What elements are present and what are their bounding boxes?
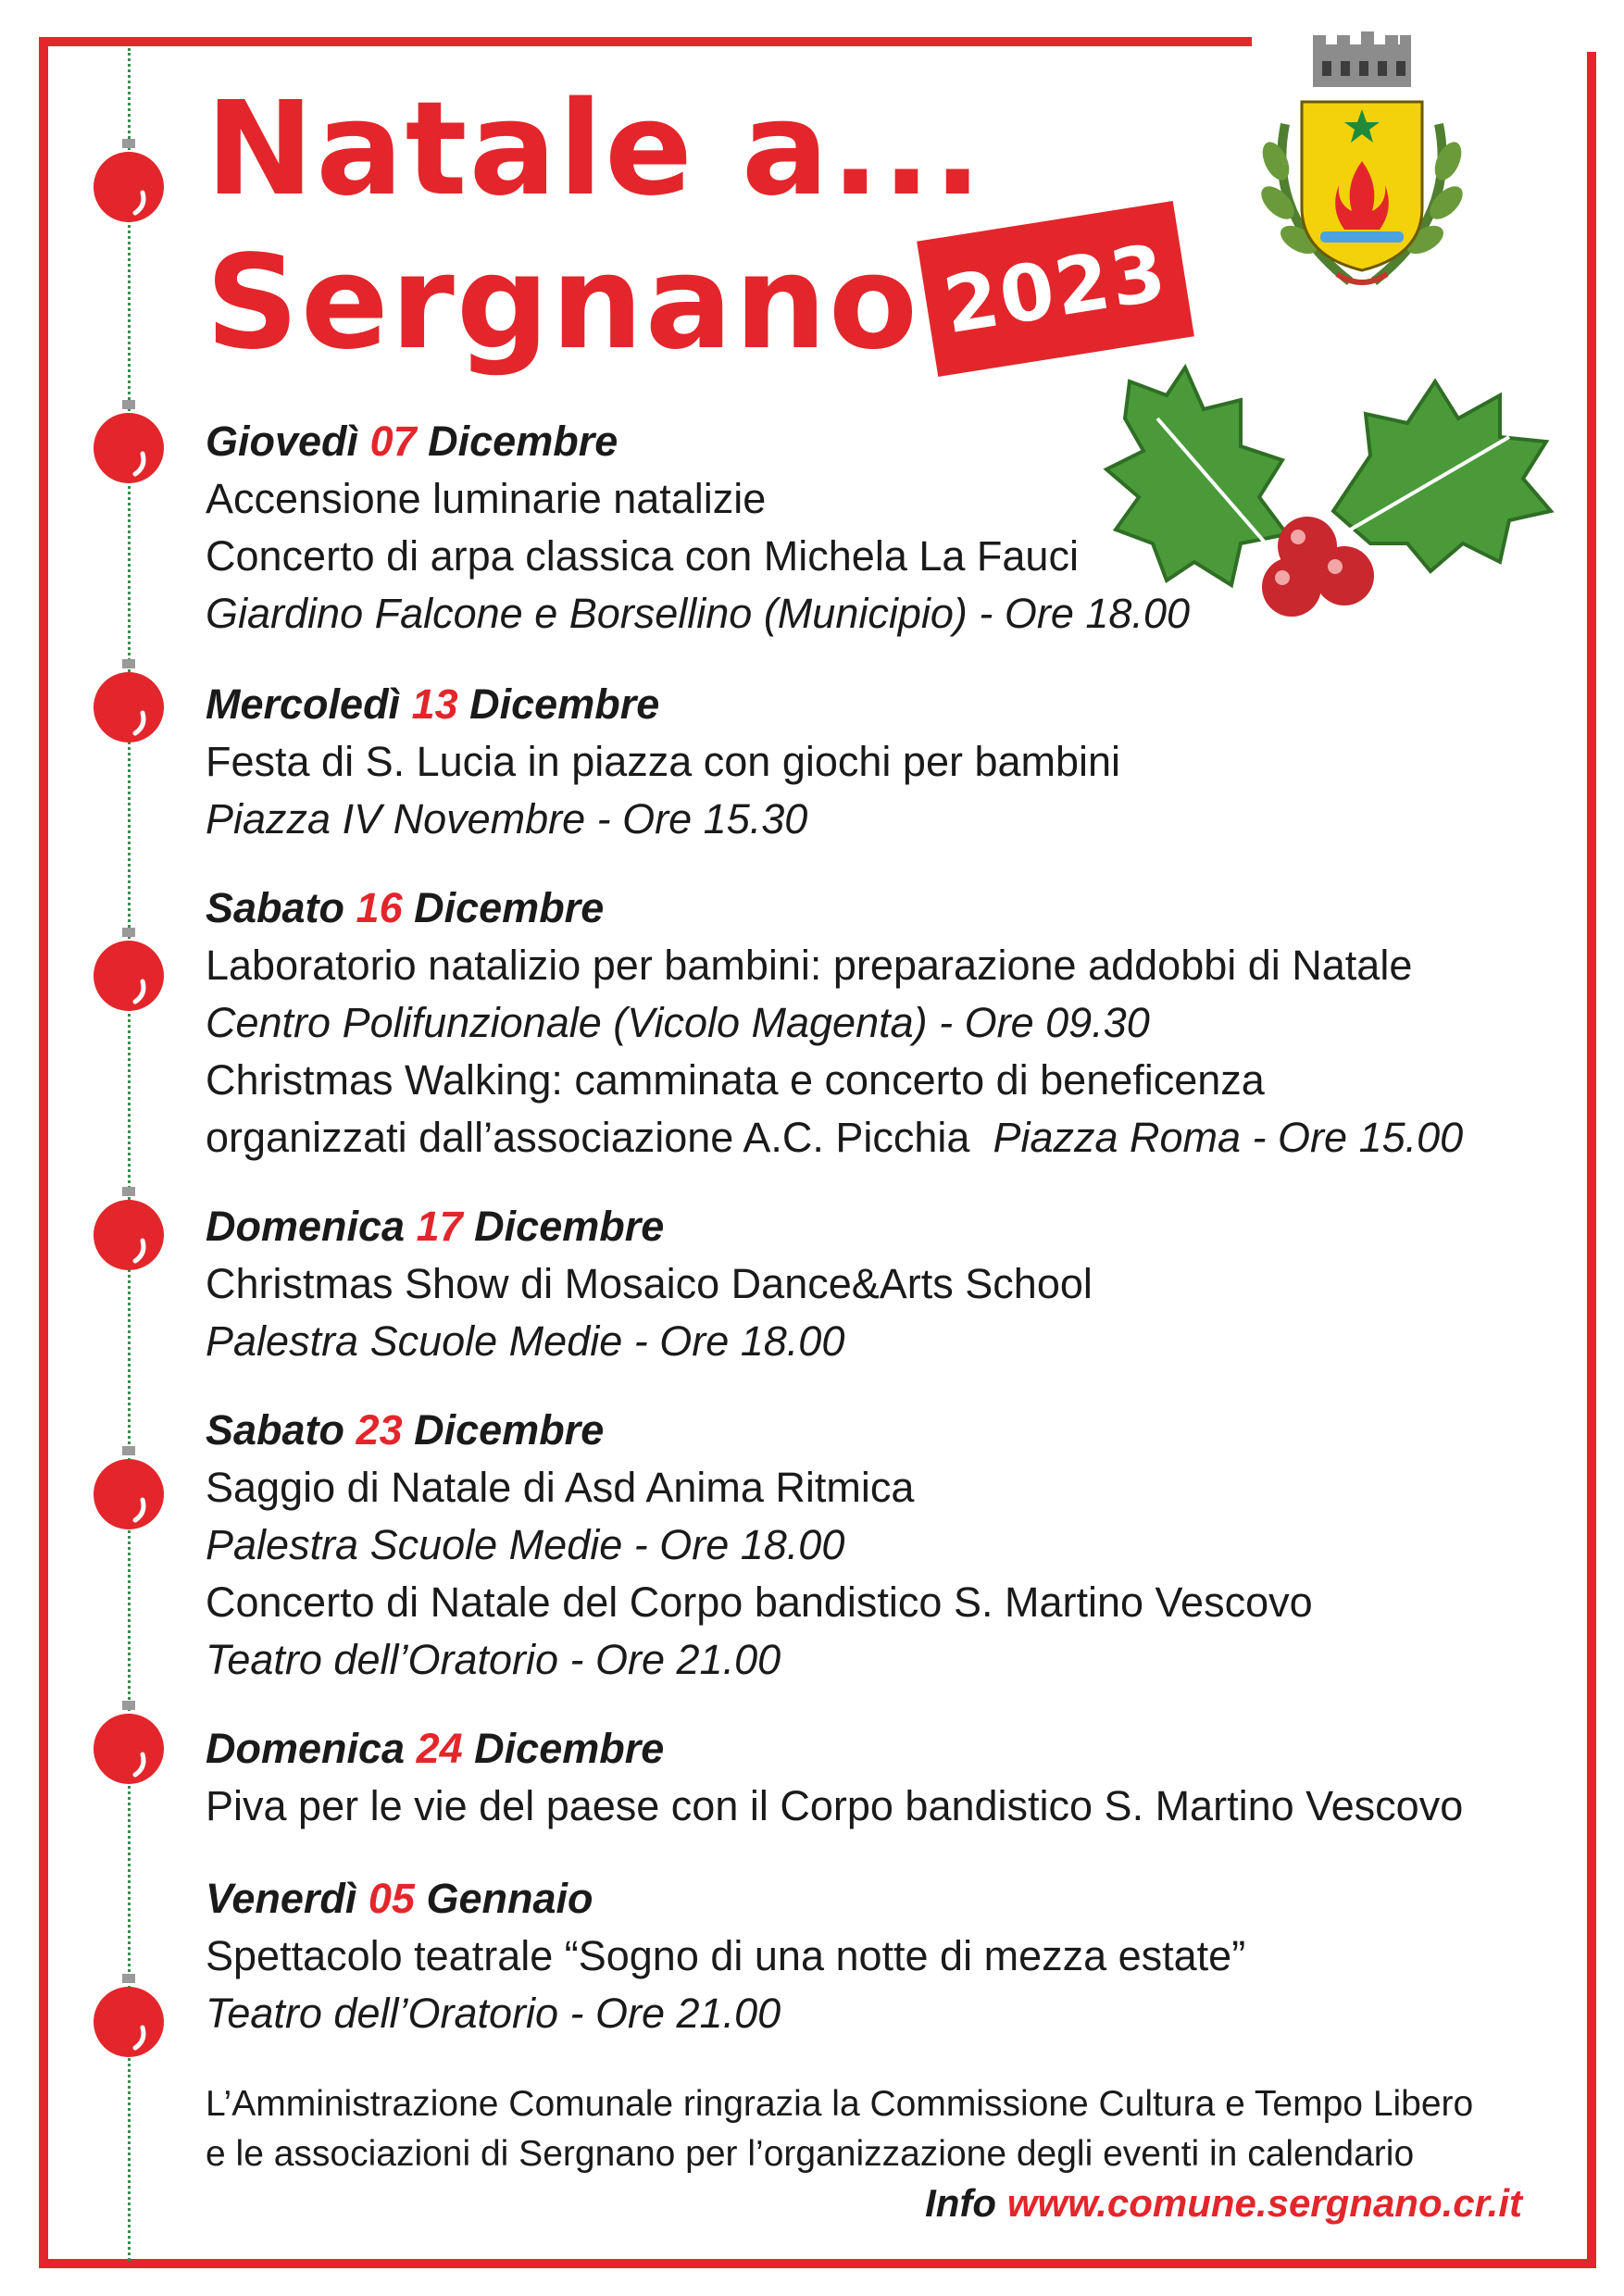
ornament-bauble-icon [89,926,169,1018]
event-description: Laboratorio natalizio per bambini: preparazione addobbi di Natale [206,942,1413,989]
event-date: Venerdì 05 Gennaio [206,1875,593,1922]
info-website-link[interactable]: www.comune.sergnano.cr.it [1006,2181,1522,2225]
event-location: Giardino Falcone e Borsellino (Municipio) - Ore 18.00 [206,590,1190,637]
poster-title-line-1: Natale a... [206,74,984,225]
year-text: 2023 [937,226,1174,352]
event-location: Palestra Scuole Medie - Ore 18.00 [206,1317,845,1365]
event-location: Palestra Scuole Medie - Ore 18.00 [206,1521,845,1568]
event-description: Saggio di Natale di Asd Anima Ritmica [206,1464,915,1511]
ornament-chain [128,48,131,2261]
municipal-crest-icon [1248,13,1476,318]
event-item [206,676,1520,848]
event-item [206,1402,1520,1689]
event-date: Mercoledì 13 Dicembre [206,680,660,728]
info-line [925,2181,1522,2226]
event-location: Centro Polifunzionale (Vicolo Magenta) - Ore 09.30 [206,999,1150,1046]
event-location: Piazza Roma - Ore 15.00 [993,1114,1464,1161]
event-date: Sabato 16 Dicembre [206,884,605,931]
event-location: Teatro dell’Oratorio - Ore 21.00 [206,1636,781,1683]
event-location: Teatro dell’Oratorio - Ore 21.00 [206,1990,781,2037]
event-description: Christmas Show di Mosaico Dance&Arts School [206,1260,1093,1307]
event-item [206,413,1520,643]
event-description: Concerto di Natale del Corpo bandistico S. Martino Vescovo [206,1578,1313,1626]
event-item [206,1720,1520,1835]
event-date: Domenica 17 Dicembre [206,1203,665,1250]
footer-thanks-line: L’Amministrazione Comunale ringrazia la Commissione Cultura e Tempo Libero [206,2084,1474,2124]
ornament-bauble-icon [89,657,169,750]
event-item [206,880,1520,1167]
event-description: Accensione luminarie natalizie [206,475,767,522]
event-location: Piazza IV Novembre - Ore 15.30 [206,795,808,842]
ornament-bauble-icon [89,1185,169,1278]
poster-title-line-2: Sergnano [206,228,920,379]
footer-thanks [206,2079,1557,2179]
info-label: Info [925,2181,997,2225]
event-date: Sabato 23 Dicembre [206,1406,605,1454]
event-item [206,1870,1520,2042]
event-description: Christmas Walking: camminata e concerto di beneficenza [206,1056,1265,1104]
event-description: Concerto di arpa classica con Michela La Fauci [206,532,1079,580]
ornament-bauble-icon [89,1444,169,1537]
event-description: organizzati dall’associazione A.C. Picchia Piazza Roma - Ore 15.00 [206,1114,1464,1161]
ornament-bauble-icon [89,137,169,230]
event-date: Giovedì 07 Dicembre [206,418,618,465]
event-description: Festa di S. Lucia in piazza con giochi per bambini [206,738,1121,785]
ornament-bauble-icon [89,1972,169,2065]
event-item [206,1198,1520,1370]
ornament-bauble-icon [89,398,169,491]
event-date: Domenica 24 Dicembre [206,1725,665,1772]
event-description: Spettacolo teatrale “Sogno di una notte di mezza estate” [206,1932,1246,1979]
event-description: Piva per le vie del paese con il Corpo bandistico S. Martino Vescovo [206,1782,1464,1829]
ornament-bauble-icon [89,1699,169,1791]
footer-thanks-line: e le associazioni di Sergnano per l’organizzazione degli eventi in calendario [206,2134,1415,2174]
